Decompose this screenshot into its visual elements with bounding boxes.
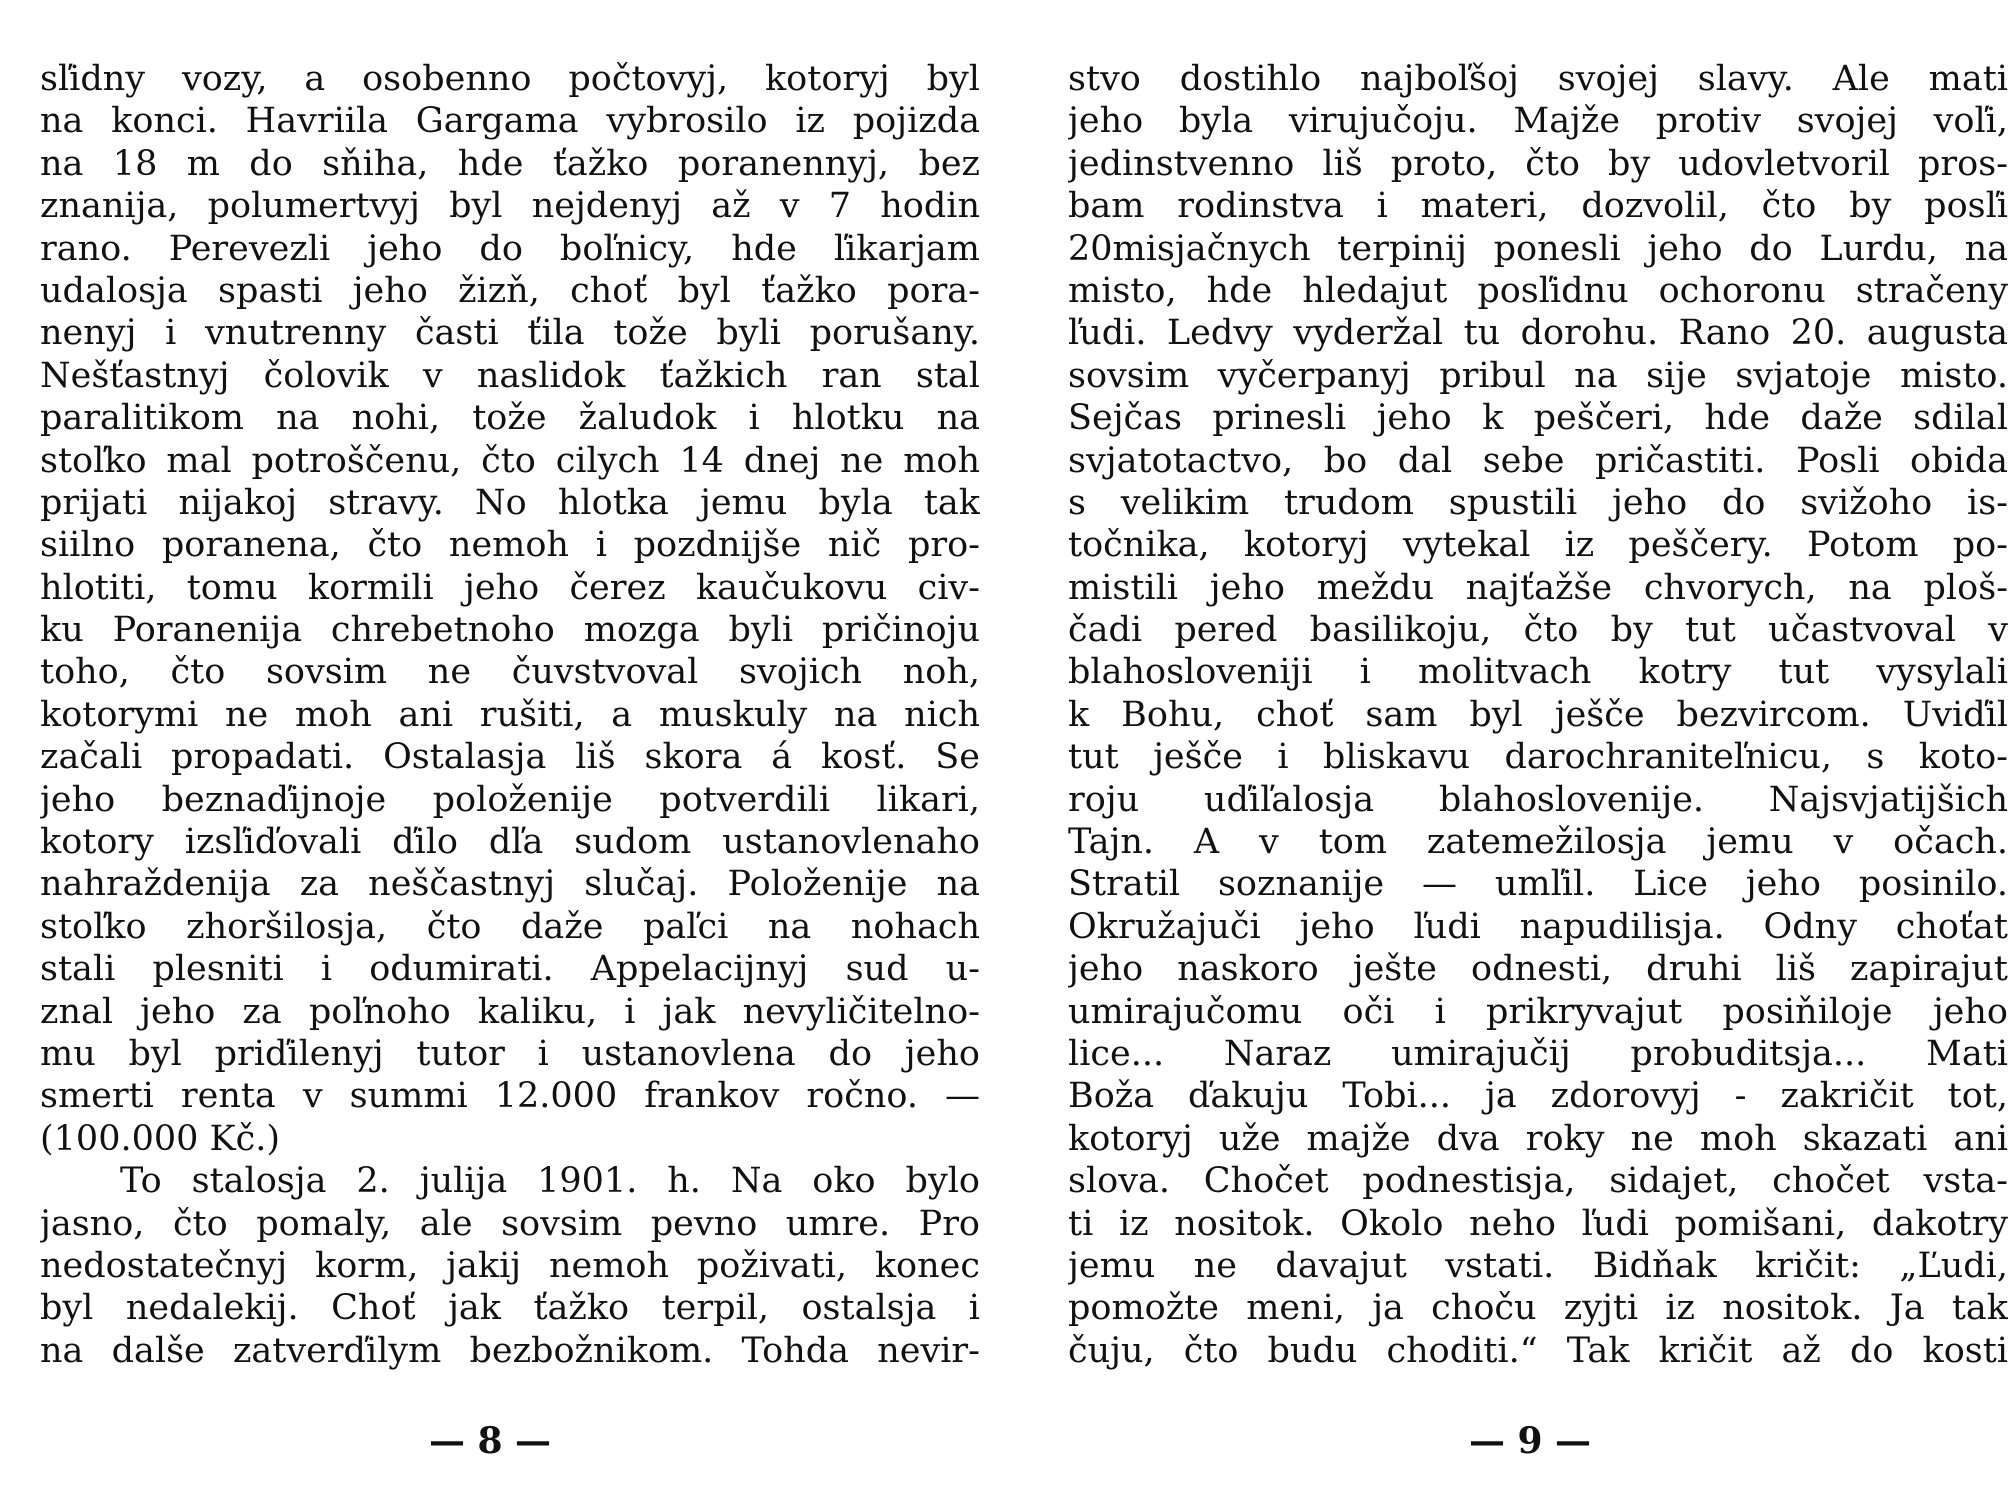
text-line: Tajn. A v tom zatemežilosja jemu v očach. (1068, 822, 2008, 863)
text-line: nedostatečnyj korm, jakij nemoh poživati, konec (40, 1245, 980, 1286)
text-line: misto, hde hledajut posľidnu ochoronu stračeny (1068, 270, 2008, 311)
text-line: na 18 m do sňiha, hde ťažko poranennyj, bez (40, 143, 980, 184)
text-line: kotoryj uže majže dva roky ne moh skazati ani (1068, 1118, 2008, 1159)
text-line: stali plesniti i odumirati. Appelacijnyj sud u- (40, 949, 980, 990)
text-line: začali propadati. Ostalasja liš skora á kosť. Se (40, 737, 980, 778)
text-line: ku Poranenija chrebetnoho mozga byli pričinoju (40, 610, 980, 651)
text-line: Okružajuči jeho ľudi napudilisja. Odny choťat (1068, 906, 2008, 947)
text-line: jemu ne davajut vstati. Bidňak kričit: „Ľudi, (1068, 1245, 2008, 1286)
text-line: nahraždenija za neščastnyj slučaj. Položenije na (40, 864, 980, 905)
text-line: ľudi. Ledvy vyderžal tu dorohu. Rano 20. augusta (1068, 313, 2008, 354)
text-line: mu byl priďilenyj tutor i ustanovlena do jeho (40, 1033, 980, 1074)
text-line: na dalše zatverďilym bezbožnikom. Tohda nevir- (40, 1330, 980, 1371)
text-line: Sejčas prinesli jeho k peščeri, hde daže sdilal (1068, 398, 2008, 439)
left-page (40, 58, 980, 1372)
text-line: hlotiti, tomu kormili jeho čerez kaučukovu civ- (40, 567, 980, 608)
text-line: stvo dostihlo najboľšoj svojej slavy. Ale mati (1068, 59, 2008, 99)
text-line: ti iz nositok. Okolo neho ľudi pomišani, dakotry (1068, 1203, 2008, 1244)
text-line: svjatotactvo, bo dal sebe pričastiti. Posli obida (1068, 440, 2008, 481)
text-line: rano. Perevezli jeho do boľnicy, hde ľikarjam (40, 228, 980, 269)
text-line: kotory izsľiďovali ďilo dľa sudom ustanovlenaho (40, 822, 980, 863)
text-line: siilno poranena, čto nemoh i pozdnijše nič pro- (40, 525, 980, 566)
text-line: stoľko mal potroščenu, čto cilych 14 dnej ne moh (40, 440, 980, 481)
text-line: jeho byla virujučoju. Majže protiv svojej voľi, (1068, 101, 2008, 142)
text-line: nenyj i vnutrenny časti ťila tože byli porušany. (40, 313, 980, 354)
text-line: byl nedalekij. Choť jak ťažko terpil, ostalsja i (40, 1288, 980, 1329)
text-line: prijati nijakoj stravy. No hlotka jemu byla tak (40, 482, 980, 523)
text-line: pomožte meni, ja choču zyjti iz nositok. Ja tak (1068, 1288, 2008, 1329)
text-line: mistili jeho meždu najťažše chvorych, na ploš- (1068, 567, 2008, 608)
text-line: čadi pered basilikoju, čto by tut učastvoval v (1068, 610, 2008, 651)
text-line: sovsim vyčerpanyj pribul na sije svjatoje misto. (1068, 355, 2008, 396)
text-line: (100.000 Kč.) (40, 1118, 281, 1159)
text-line: toho, čto sovsim ne čuvstvoval svojich noh, (40, 652, 980, 693)
text-line: lice... Naraz umirajučij probuditsja... Mati (1068, 1033, 2008, 1074)
text-line: znanija, polumertvyj byl nejdenyj až v 7 hodin (40, 186, 980, 227)
text-line: jeho beznaďijnoje položenije potverdili likari, (40, 779, 980, 820)
page-number-left: — 8 — (428, 1420, 552, 1462)
text-line: sľidny vozy, a osobenno počtovyj, kotoryj byl (40, 59, 980, 99)
text-line: smerti renta v summi 12.000 frankov ročno. — (40, 1076, 980, 1117)
text-line: točnika, kotoryj vytekal iz peščery. Potom po- (1068, 525, 2008, 566)
text-line: paralitikom na nohi, tože žaludok i hlotku na (40, 398, 980, 439)
text-line: umirajučomu oči i prikryvajut posiňiloje jeho (1068, 991, 2008, 1032)
text-line: jasno, čto pomaly, ale sovsim pevno umre. Pro (40, 1203, 980, 1244)
text-line: bam rodinstva i materi, dozvolil, čto by posľi (1068, 186, 2008, 227)
text-line: kotorymi ne moh ani rušiti, a muskuly na nich (40, 694, 980, 735)
text-line: k Bohu, choť sam byl ješče bezvircom. Uviďil (1068, 694, 2008, 735)
text-line: Nešťastnyj čolovik v naslidok ťažkich ran stal (40, 355, 980, 396)
text-line: To stalosja 2. julija 1901. h. Na oko bylo (120, 1161, 980, 1202)
text-line: znal jeho za poľnoho kaliku, i jak nevyličitelno- (40, 991, 980, 1032)
right-page (1068, 58, 2008, 1372)
text-line: jedinstvenno liš proto, čto by udovletvoril pros- (1068, 143, 2008, 184)
text-line: na konci. Havriila Gargama vybrosilo iz pojizda (40, 101, 980, 142)
text-line: udalosja spasti jeho žizň, choť byl ťažko pora- (40, 270, 980, 311)
text-line: roju uďiľalosja blahoslovenije. Najsvjatijšich (1068, 779, 2008, 820)
text-line: slova. Chočet podnestisja, sidajet, chočet vsta- (1068, 1161, 2008, 1202)
page-number-right: — 9 — (1468, 1420, 1592, 1462)
text-line: s velikim trudom spustili jeho do svižoho is- (1068, 482, 2008, 523)
text-line: Stratil soznanije — umľil. Lice jeho posinilo. (1068, 864, 2008, 905)
text-line: čuju, čto budu choditi.“ Tak kričit až do kosti (1068, 1330, 2008, 1371)
text-line: blahosloveniji i molitvach kotry tut vysylali (1068, 652, 2008, 693)
text-line: 20misjačnych terpinij ponesli jeho do Lurdu, na (1068, 228, 2008, 269)
text-line: stoľko zhoršilosja, čto daže paľci na nohach (40, 906, 980, 947)
text-line: tut ješče i bliskavu darochraniteľnicu, s koto- (1068, 737, 2008, 778)
text-line: jeho naskoro ješte odnesti, druhi liš zapirajut (1068, 949, 2008, 990)
text-line: Boža ďakuju Tobi... ja zdorovyj - zakričit tot, (1068, 1076, 2008, 1117)
